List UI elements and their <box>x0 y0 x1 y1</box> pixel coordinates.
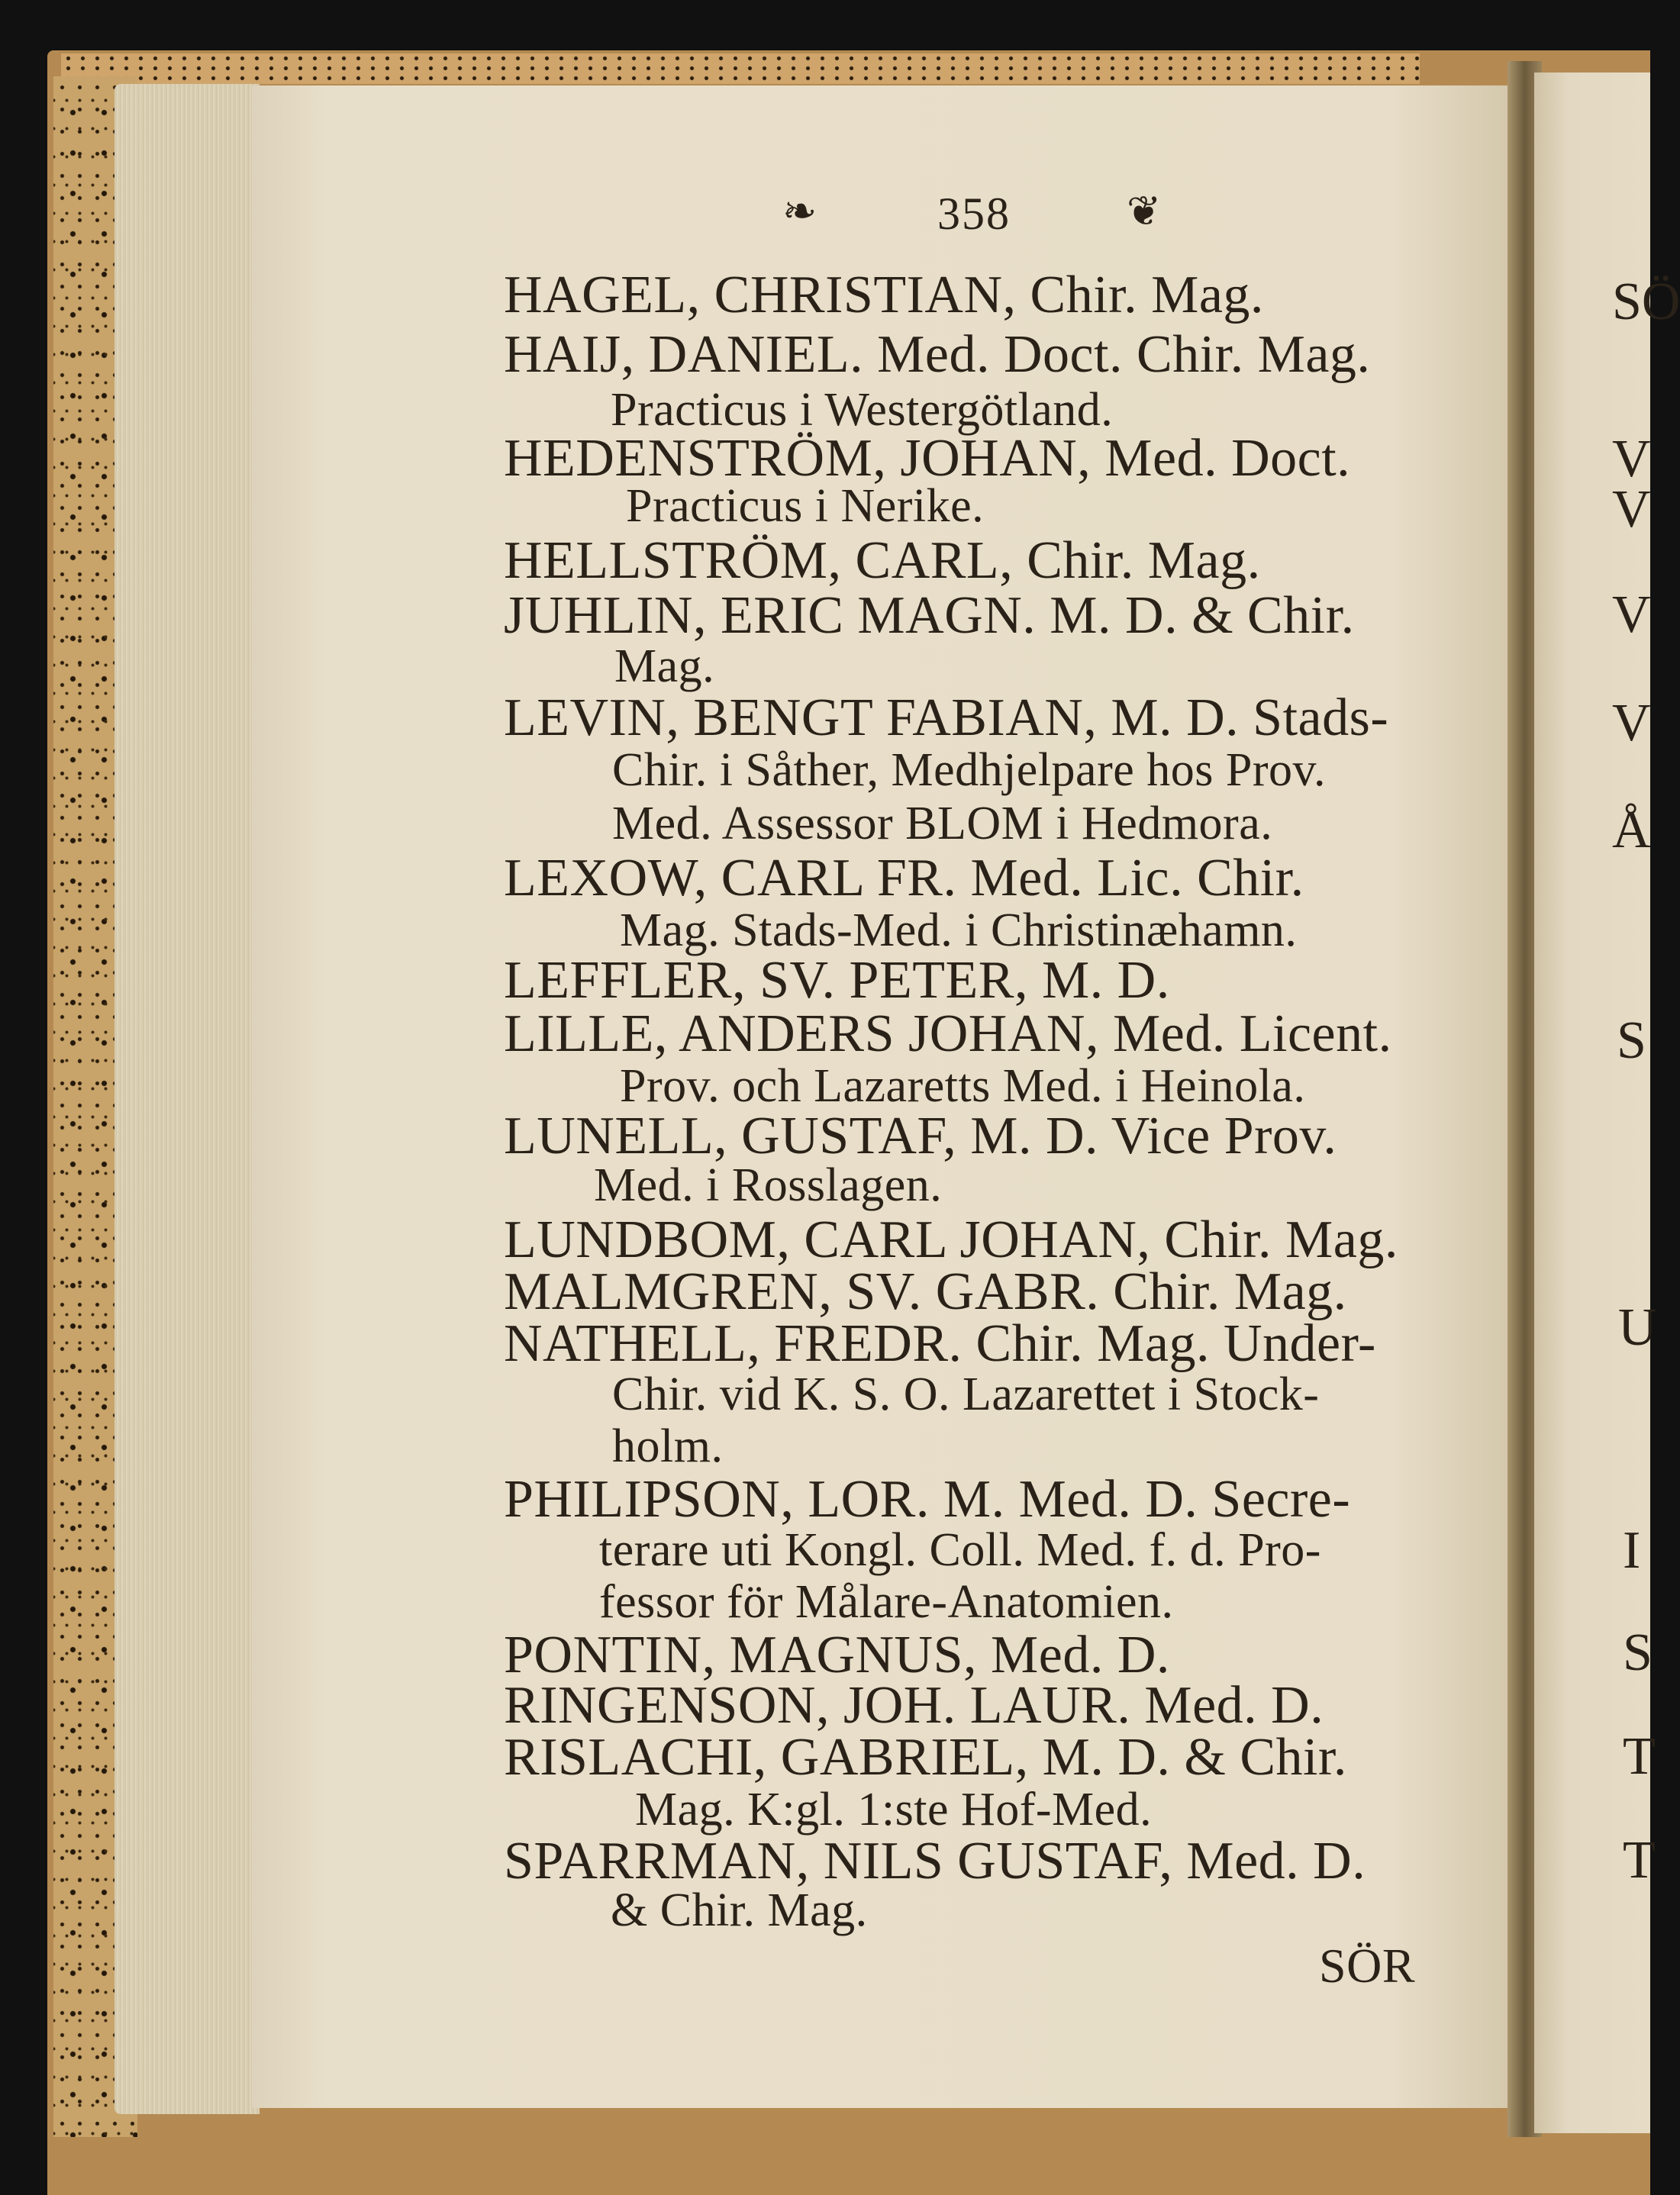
fragment-char: SÖ <box>1612 272 1680 331</box>
ornament-left-icon: ❧ <box>782 187 817 235</box>
entry-line: LUNELL, GUSTAF, M. D. Vice Prov. <box>504 1107 1337 1165</box>
entry-line-continued: & Chir. Mag. <box>611 1884 868 1936</box>
fragment-char: T <box>1623 1831 1656 1890</box>
right-page-fragment <box>1534 73 1650 2133</box>
entry-line: PHILIPSON, LOR. M. Med. D. Secre- <box>504 1470 1351 1529</box>
entry-line-continued: Chir. vid K. S. O. Lazarettet i Stock- <box>612 1368 1320 1420</box>
entry-line: LEFFLER, SV. PETER, M. D. <box>504 951 1170 1010</box>
entry-line: LEVIN, BENGT FABIAN, M. D. Stads- <box>504 688 1389 747</box>
entry-line-continued: Mag. Stads-Med. i Christinæhamn. <box>620 904 1298 956</box>
entry-line-continued: Med. i Rosslagen. <box>594 1159 943 1211</box>
entry-line-continued: Practicus i Westergötland. <box>611 384 1114 436</box>
entry-line: RISLACHI, GABRIEL, M. D. & Chir. <box>504 1728 1347 1787</box>
entry-line-continued: Mag. <box>614 640 715 692</box>
fragment-char: V <box>1612 430 1651 488</box>
fragment-char: U <box>1618 1298 1657 1357</box>
fragment-char: S <box>1617 1011 1646 1070</box>
entry-line: HAIJ, DANIEL. Med. Doct. Chir. Mag. <box>504 325 1371 384</box>
entry-line: MALMGREN, SV. GABR. Chir. Mag. <box>504 1262 1347 1321</box>
entry-line: PONTIN, MAGNUS, Med. D. <box>504 1626 1170 1684</box>
catchword: SÖR <box>1319 1939 1415 1993</box>
entry-line-continued: fessor för Målare-Anatomien. <box>599 1576 1174 1628</box>
entry-line-continued: Mag. K:gl. 1:ste Hof-Med. <box>635 1784 1153 1836</box>
fragment-char: V <box>1612 694 1651 753</box>
entry-line-continued: holm. <box>612 1420 724 1472</box>
entry-line: JUHLIN, ERIC MAGN. M. D. & Chir. <box>504 586 1355 645</box>
entry-line-continued: Med. Assessor BLOM i Hedmora. <box>612 798 1273 849</box>
fragment-char: Å <box>1612 801 1651 859</box>
fragment-char: S <box>1623 1623 1653 1682</box>
entry-line: NATHELL, FREDR. Chir. Mag. Under- <box>504 1314 1376 1373</box>
entry-line-continued: Practicus i Nerike. <box>626 480 985 532</box>
entry-line: HAGEL, CHRISTIAN, Chir. Mag. <box>504 266 1264 324</box>
page-block-edges <box>114 84 260 2114</box>
fragment-char: V <box>1612 480 1651 539</box>
entry-line: HELLSTRÖM, CARL, Chir. Mag. <box>504 531 1261 590</box>
entry-line: SPARRMAN, NILS GUSTAF, Med. D. <box>504 1832 1366 1890</box>
entry-line: RINGENSON, JOH. LAUR. Med. D. <box>504 1676 1324 1735</box>
entry-line-continued: terare uti Kongl. Coll. Med. f. d. Pro- <box>599 1524 1321 1576</box>
fragment-char: I <box>1623 1521 1641 1580</box>
fragment-char: T <box>1623 1727 1656 1786</box>
page-number: 358 <box>937 189 1011 239</box>
ornament-right-icon: ❦ <box>1127 187 1162 235</box>
entry-line-continued: Prov. och Lazaretts Med. i Heinola. <box>620 1060 1306 1112</box>
entry-line-continued: Chir. i Såther, Medhjelpare hos Prov. <box>612 744 1326 796</box>
entry-line: LEXOW, CARL FR. Med. Lic. Chir. <box>504 849 1304 907</box>
entry-line: LILLE, ANDERS JOHAN, Med. Licent. <box>504 1004 1392 1063</box>
speckled-edge-top <box>61 53 1420 84</box>
entry-line: LUNDBOM, CARL JOHAN, Chir. Mag. <box>504 1210 1398 1269</box>
fragment-char: V <box>1612 585 1651 644</box>
entry-line: HEDENSTRÖM, JOHAN, Med. Doct. <box>504 429 1351 488</box>
